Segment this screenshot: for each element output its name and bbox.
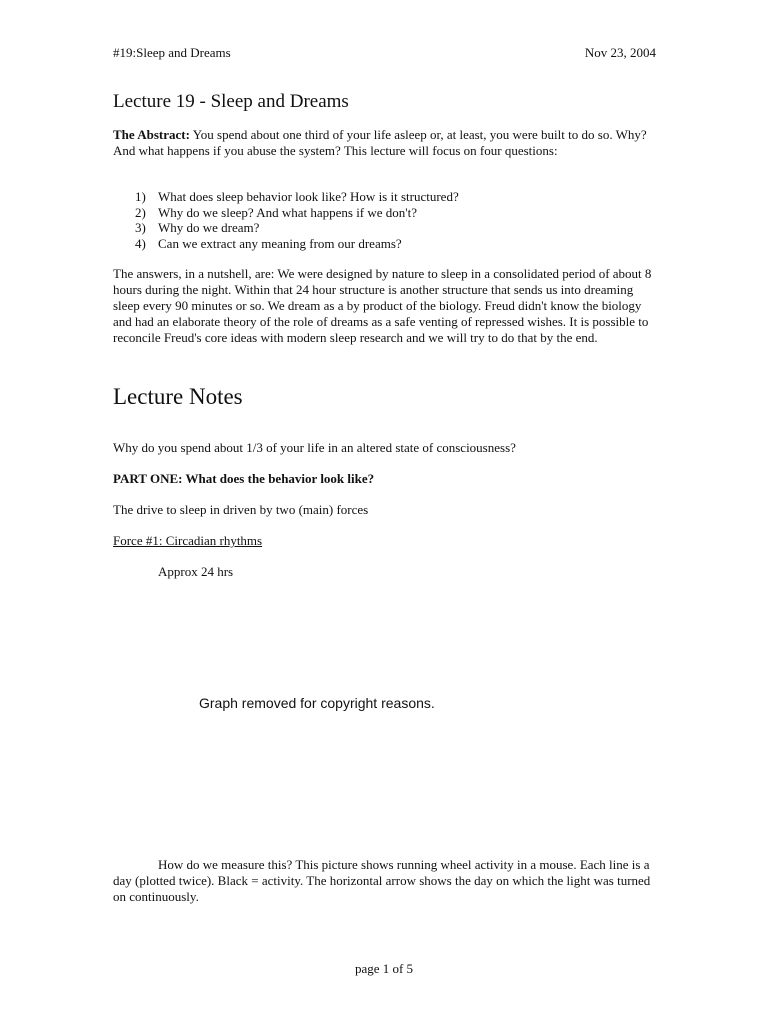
header-date: Nov 23, 2004 bbox=[584, 45, 656, 60]
answers-paragraph: The answers, in a nutshell, are: We were designed by nature to sleep in a consolidated period of about 8 hours during the night. Within that 24 hour structure is another structure that sends us into dreaming sleep every 90 minutes or so. We dream as a by product of the biology. Freud didn't know the biology and had an elaborate theory of the role of dreams as a safe venting of repressed wishes. It is possible to reconcile Freud's core ideas with modern sleep research and we will try to do that by the end. bbox=[113, 266, 652, 345]
graph-removed-notice: Graph removed for copyright reasons. bbox=[199, 695, 435, 711]
question-text: What does sleep behavior look like? How is it structured? bbox=[158, 189, 459, 204]
question-text: Why do we dream? bbox=[158, 220, 260, 236]
header-course-title: #19:Sleep and Dreams bbox=[113, 45, 231, 60]
question-number: 3) bbox=[135, 220, 146, 236]
abstract-label: The Abstract: bbox=[113, 127, 190, 142]
page-number: page 1 of 5 bbox=[354, 961, 414, 976]
question-text: Can we extract any meaning from our dreams? bbox=[158, 236, 402, 252]
question-number: 1) bbox=[135, 189, 146, 204]
approx-label: Approx 24 hrs bbox=[158, 564, 234, 579]
questions-list bbox=[113, 189, 658, 252]
abstract-text: You spend about one third of your life asleep or, at least, you were built to do so. Why? And what happens if you abuse the system? This lecture will focus on four questions: bbox=[113, 127, 647, 158]
drive-sentence: The drive to sleep in driven by two (main) forces bbox=[113, 502, 369, 517]
section-heading-lecture-notes: Lecture Notes bbox=[113, 384, 243, 409]
force-1-heading: Force #1: Circadian rhythms bbox=[113, 533, 263, 548]
list-item bbox=[113, 189, 658, 205]
abstract-paragraph bbox=[113, 127, 658, 159]
question-number: 4) bbox=[135, 236, 146, 252]
question-number: 2) bbox=[135, 204, 146, 220]
question-text: Why do we sleep? And what happens if we don't? bbox=[158, 204, 418, 220]
list-item bbox=[113, 220, 658, 236]
list-item bbox=[113, 205, 658, 221]
list-item bbox=[113, 236, 658, 252]
page-title: Lecture 19 - Sleep and Dreams bbox=[113, 91, 349, 112]
part-one-heading: PART ONE: What does the behavior look like? bbox=[113, 471, 375, 486]
intro-question: Why do you spend about 1/3 of your life in an altered state of consciousness? bbox=[113, 440, 516, 455]
measure-paragraph: How do we measure this? This picture shows running wheel activity in a mouse. Each line is a day (plotted twice). Black = activity. The horizontal arrow shows the day on which the light was turned on continuously. bbox=[113, 857, 651, 904]
